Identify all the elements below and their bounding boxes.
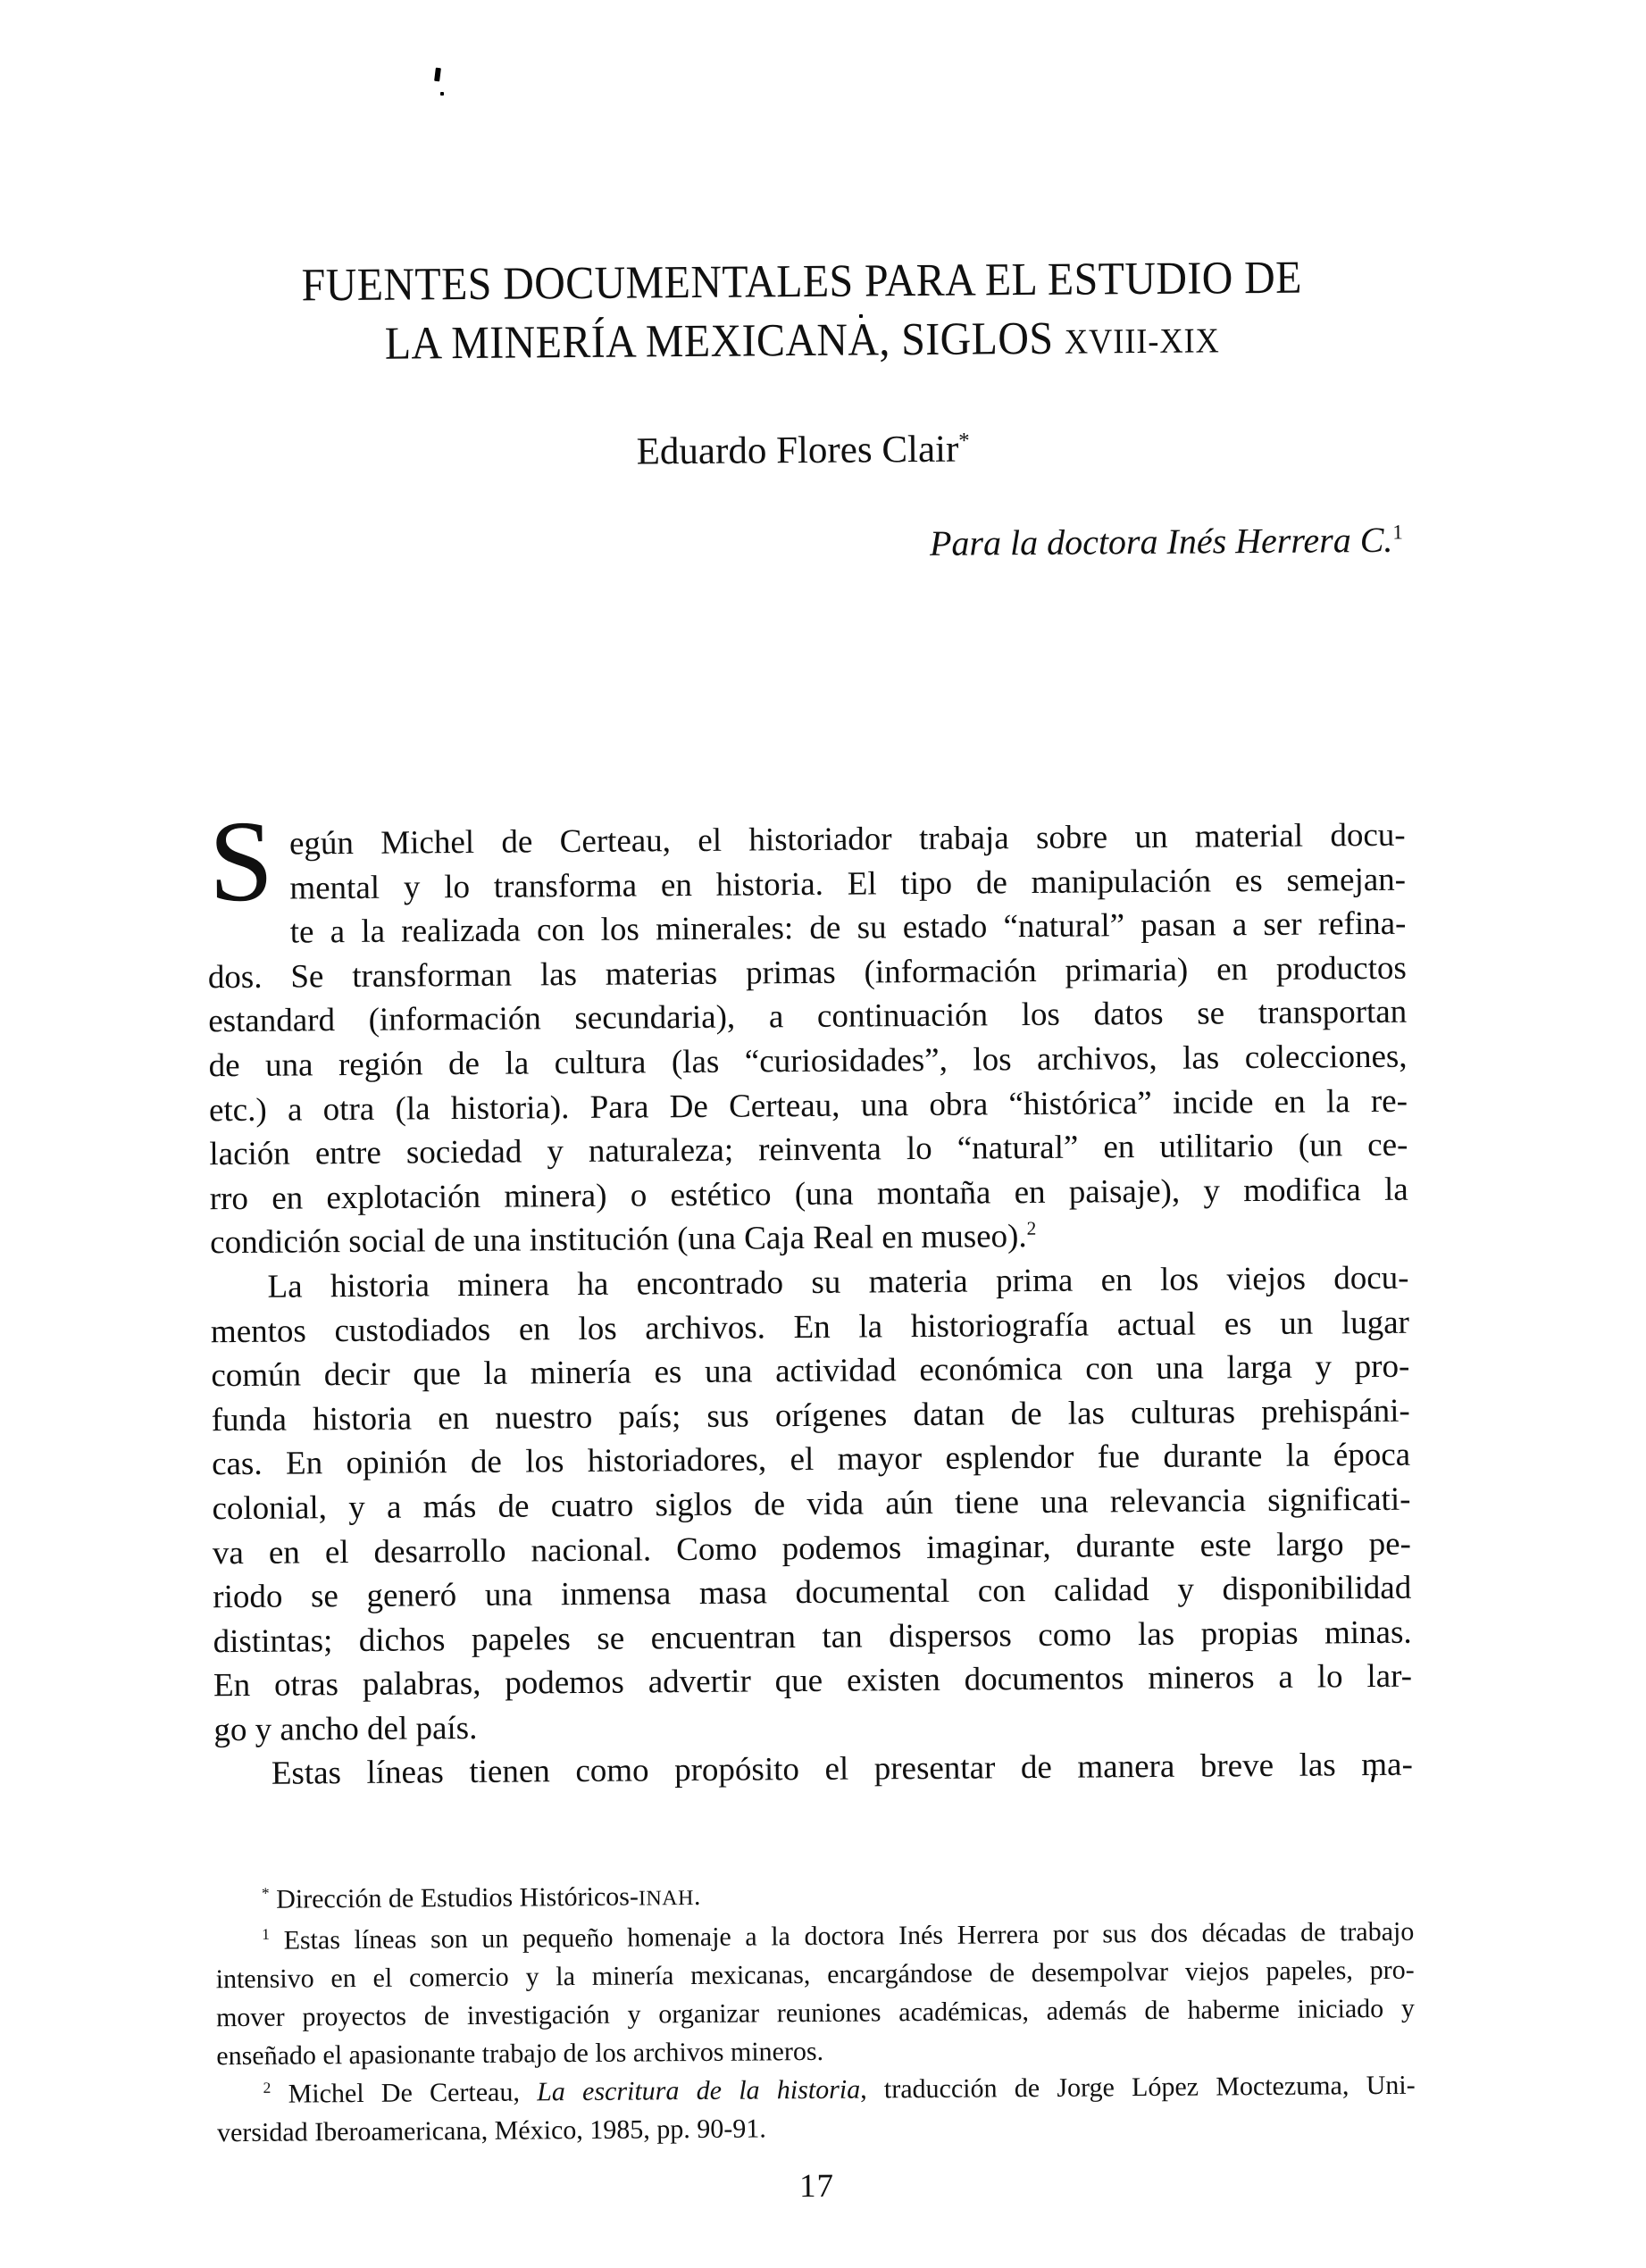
footnote-marker: * <box>261 1883 270 1902</box>
author-name: Eduardo Flores Clair <box>636 428 959 473</box>
body-text <box>206 796 1413 1797</box>
text-line: común decir que la minería es una actividad económica con una larga y pro- <box>211 1347 1410 1395</box>
article-title <box>203 248 1402 379</box>
footnote-marker: 2 <box>263 2078 272 2097</box>
text-line: * Dirección de Estudios Históricos-INAH. <box>261 1881 701 1914</box>
title-era: XVIII-XIX <box>1064 321 1220 362</box>
italic-text: La escritura de la historia <box>537 2074 861 2107</box>
text-line: estandard (información secundaria), a continuación los datos se transportan <box>208 994 1408 1040</box>
text-line: distintas; dichos papeles se encuentran tan dispersos como las propias minas. <box>213 1613 1412 1660</box>
text-line: dos. Se transforman las materias primas (información primaria) en productos <box>207 949 1407 996</box>
paragraph <box>214 1743 1413 1797</box>
text-line: lación entre sociedad y naturaleza; reinventa lo “natural” en utilitario (un ce- <box>209 1126 1408 1173</box>
footnote-marker: 2 <box>1026 1218 1037 1240</box>
text-line: En otras palabras, podemos advertir que existen documentos mineros a lo lar- <box>213 1657 1413 1705</box>
footnote-marker: 1 <box>262 1924 271 1943</box>
text-line: enseñado el apasionante trabajo de los archivos mineros. <box>216 2036 824 2072</box>
dedication-text: Para la doctora Inés Herrera C. <box>929 519 1393 563</box>
text-line: egún Michel de Certeau, el historiador trabaja sobre un material docu- <box>288 816 1406 863</box>
paragraph <box>215 1913 1415 2076</box>
drop-cap: S <box>208 796 274 927</box>
page-content <box>200 0 1416 2210</box>
text-line: versidad Iberoamericana, México, 1985, pp. 90-91. <box>216 2114 766 2148</box>
title-line-2 <box>251 307 1354 378</box>
text-line: riodo se generó una inmensa masa documental con calidad y disponibilidad <box>213 1569 1412 1616</box>
title-line-2-main: LA MINERÍA MEXICANA, SIGLOS <box>384 313 1065 370</box>
text-line: $^1$ Estas líneas son un pequeño homenaje a la doctora Inés Herrera por sus dos décadas de trabajo <box>262 1916 1415 1955</box>
text-line: La historia minera ha encontrado su materia prima en los viejos docu- <box>267 1259 1409 1305</box>
author-line <box>204 424 1402 479</box>
text-line: te a la realizada con los minerales: de su estado “natural” pasan a ser refina- <box>289 905 1407 951</box>
small-caps-text: INAH <box>638 1887 695 1911</box>
text-line: intensivo en el comercio y la minería mexicanas, encargándose de desempolvar viejos papeles, pro- <box>215 1955 1415 1995</box>
text-line: funda historia en nuestro país; sus orígenes datan de las culturas prehispáni- <box>211 1392 1410 1438</box>
dedication-footnote-mark: 1 <box>1392 521 1404 545</box>
text-line: rro en explotación minera) o estético (una montaña en paisaje), y modifica la <box>209 1171 1408 1218</box>
author-footnote-mark: * <box>958 429 970 454</box>
text-line: mental y lo transforma en historia. El tipo de manipulación es semejan- <box>289 861 1407 907</box>
paragraph <box>210 1256 1412 1753</box>
paragraph <box>217 2066 1416 2153</box>
footnotes <box>215 1872 1416 2153</box>
text-line: va en el desarrollo nacional. Como podemos imaginar, durante este largo pe- <box>212 1525 1412 1572</box>
text-line: mover proyectos de investigación y organizar reuniones académicas, además de haberme iniciado y <box>215 1993 1416 2033</box>
text-line: etc.) a otra (la historia). Para De Certeau, una obra “histórica” incide en la re- <box>208 1082 1408 1129</box>
text-line: mentos custodiados en los archivos. En la historiografía actual es un lugar <box>210 1304 1410 1350</box>
dedication-line <box>205 519 1403 571</box>
paragraph <box>206 796 1408 1265</box>
title-line-1: FUENTES DOCUMENTALES PARA EL ESTUDIO DE <box>301 252 1303 312</box>
text-line: go y ancho del país. <box>213 1709 478 1749</box>
text-line: $^2$ Michel De Certeau, La escritura de la historia, traducción de Jorge López Moctezuma, Uni- <box>263 2070 1416 2109</box>
text-line: Estas líneas tienen como propósito el presentar de manera breve las ma- <box>271 1747 1413 1793</box>
text-line: cas. En opinión de los historiadores, el mayor esplendor fue durante la época <box>211 1437 1411 1483</box>
text-line: colonial, y a más de cuatro siglos de vida aún tiene una relevancia significati- <box>212 1480 1411 1528</box>
page-number: 17 <box>798 2167 835 2205</box>
text-line: condición social de una institución (una Caja Real en museo).$^2$ <box>210 1218 1037 1262</box>
text-line: de una región de la cultura (las “curiosidades”, los archivos, las colecciones, <box>208 1038 1408 1085</box>
